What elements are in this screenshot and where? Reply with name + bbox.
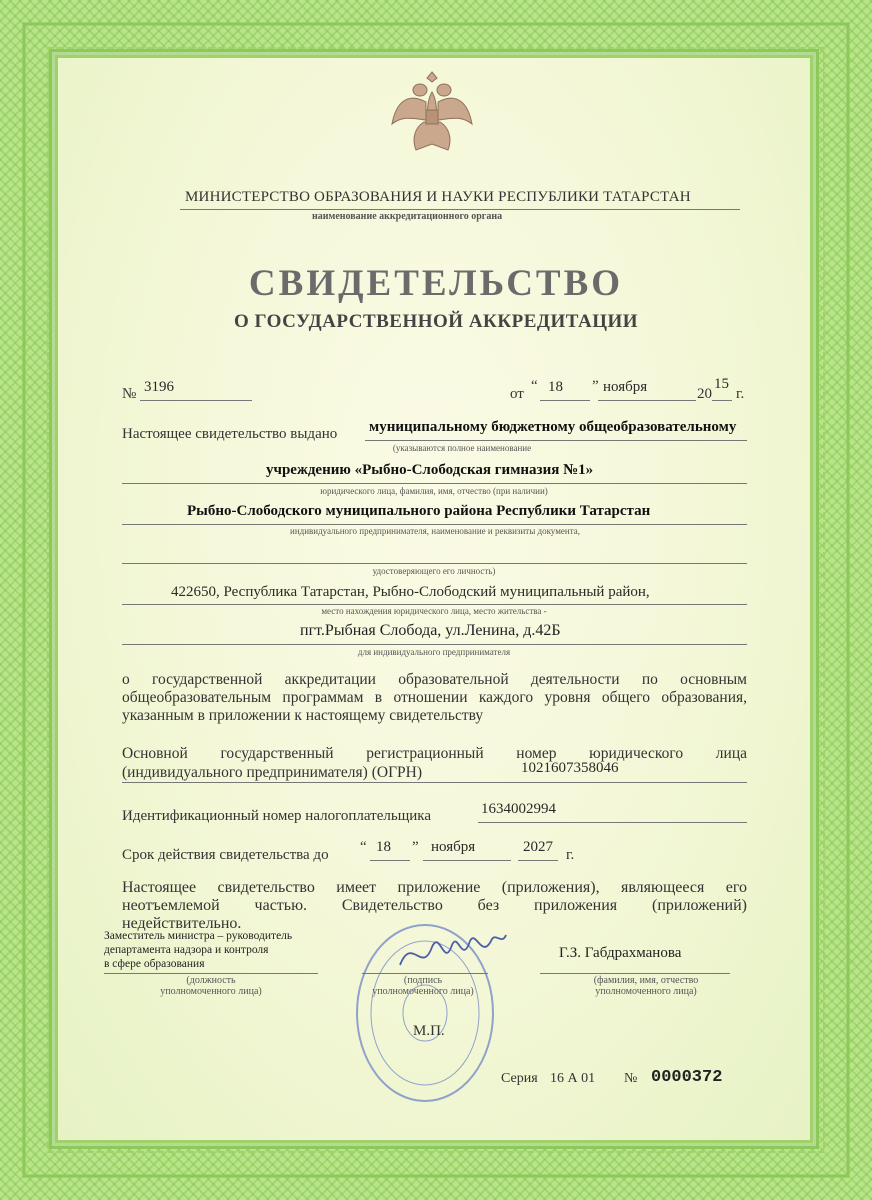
- accreditation-text-line-3: указанным в приложении к настоящему свидетельству: [122, 707, 484, 724]
- issued-label: Настоящее свидетельство выдано: [122, 426, 338, 442]
- address-line-1: 422650, Республика Татарстан, Рыбно-Слободский муниципальный район,: [171, 584, 650, 600]
- date-year-unit: г.: [736, 386, 745, 402]
- seal-place-label: М.П.: [413, 1023, 445, 1039]
- issued-caption-3: индивидуального предпринимателя, наименование и реквизиты документа,: [290, 526, 580, 536]
- issued-caption-2: юридического лица, фамилия, имя, отчество (при наличии): [320, 486, 548, 496]
- validity-month: ноября: [431, 839, 476, 855]
- ogrn-label-line-1: Основной государственный регистрационный номер юридического лица: [122, 745, 747, 762]
- date-month: ноября: [603, 379, 648, 395]
- date-day: 18: [548, 379, 563, 395]
- signatory-name: Г.З. Габдрахманова: [559, 945, 682, 961]
- position-caption-1: (должность: [186, 975, 236, 986]
- signature-caption-2: уполномоченного лица): [372, 986, 474, 997]
- validity-year-unit: г.: [566, 847, 575, 863]
- appendix-text-line-1: Настоящее свидетельство имеет приложение (приложения), являющееся его: [122, 879, 747, 896]
- ministry-name: МИНИСТЕРСТВО ОБРАЗОВАНИЯ И НАУКИ РЕСПУБЛИКИ ТАТАРСТАН: [185, 189, 691, 205]
- appendix-text-line-3: недействительно.: [122, 915, 242, 932]
- document-subtitle: О ГОСУДАРСТВЕННОЙ АККРЕДИТАЦИИ: [233, 311, 639, 332]
- ministry-caption: наименование аккредитационного органа: [312, 211, 503, 222]
- coat-of-arms-icon: [386, 62, 478, 158]
- name-caption-1: (фамилия, имя, отчество: [593, 975, 699, 986]
- number-underline: [140, 400, 252, 401]
- validity-year-underline: [518, 860, 558, 861]
- validity-day-underline: [370, 860, 410, 861]
- signatory-position-line-2: департамента надзора и контроля: [104, 944, 269, 956]
- position-caption-2: уполномоченного лица): [160, 986, 262, 997]
- name-underline: [540, 973, 730, 974]
- series-value: 16 А 01: [550, 1071, 596, 1086]
- date-day-underline: [540, 400, 590, 401]
- signatory-position-line-1: Заместитель министра – руководитель: [104, 930, 293, 942]
- inn-underline: [478, 822, 747, 823]
- address-caption-1: место нахождения юридического лица, место жительства -: [321, 606, 547, 616]
- serial-number: 0000372: [651, 1068, 723, 1087]
- date-prefix: от: [510, 386, 524, 402]
- date-year-prefix: 20: [697, 386, 712, 402]
- date-year-suffix: 15: [714, 376, 729, 392]
- validity-open-quote: “: [360, 839, 367, 855]
- inn-label: Идентификационный номер налогоплательщика: [122, 808, 432, 824]
- date-month-underline: [598, 400, 696, 401]
- series-label: Серия: [501, 1071, 538, 1086]
- validity-close-quote: ”: [412, 839, 419, 855]
- address-line-1-underline: [122, 604, 747, 605]
- validity-day: 18: [376, 839, 391, 855]
- name-caption-2: уполномоченного лица): [595, 986, 697, 997]
- issued-caption-4: удостоверяющего его личность): [372, 566, 496, 576]
- inn-value: 1634002994: [481, 801, 556, 817]
- issued-line-3: Рыбно-Слободского муниципального района Республики Татарстан: [187, 503, 651, 519]
- date-close-quote: ”: [592, 378, 599, 394]
- document-title: СВИДЕТЕЛЬСТВО: [248, 263, 624, 304]
- accreditation-text-line-1: о государственной аккредитации образовательной деятельности по основным: [122, 671, 747, 688]
- validity-label: Срок действия свидетельства до: [122, 847, 329, 863]
- date-year-underline: [712, 400, 732, 401]
- validity-year: 2027: [523, 839, 553, 855]
- date-open-quote: “: [531, 378, 538, 394]
- signature-caption-1: (подпись: [403, 975, 443, 986]
- ministry-underline: [180, 209, 740, 210]
- validity-month-underline: [423, 860, 511, 861]
- ogrn-label-line-2: (индивидуального предпринимателя) (ОГРН): [122, 764, 423, 781]
- issued-caption-1: (указываются полное наименование: [392, 443, 532, 453]
- address-caption-2: для индивидуального предпринимателя: [357, 647, 511, 657]
- ogrn-value: 1021607358046: [521, 760, 619, 776]
- ogrn-underline: [122, 782, 747, 783]
- position-underline: [104, 973, 318, 974]
- serial-number-sign: №: [624, 1071, 638, 1086]
- appendix-text-line-2: неотъемлемой частью. Свидетельство без приложения (приложений): [122, 897, 747, 914]
- accreditation-text-line-2: общеобразовательным программам в отношении каждого уровня общего образования,: [122, 689, 747, 706]
- issued-line-1: муниципальному бюджетному общеобразовательному: [369, 419, 737, 435]
- number-label: №: [122, 386, 137, 402]
- issued-line-4-underline: [122, 563, 747, 564]
- address-line-2-underline: [122, 644, 747, 645]
- issued-line-1-underline: [365, 440, 747, 441]
- signatory-position-line-3: в сфере образования: [104, 958, 205, 970]
- certificate-number: 3196: [144, 379, 174, 395]
- signature-icon: [392, 925, 512, 980]
- address-line-2: пгт.Рыбная Слобода, ул.Ленина, д.42Б: [300, 622, 561, 639]
- issued-line-3-underline: [122, 524, 747, 525]
- issued-line-2-underline: [122, 483, 747, 484]
- signature-underline: [362, 973, 488, 974]
- issued-line-2: учреждению «Рыбно-Слободская гимназия №1»: [266, 462, 594, 478]
